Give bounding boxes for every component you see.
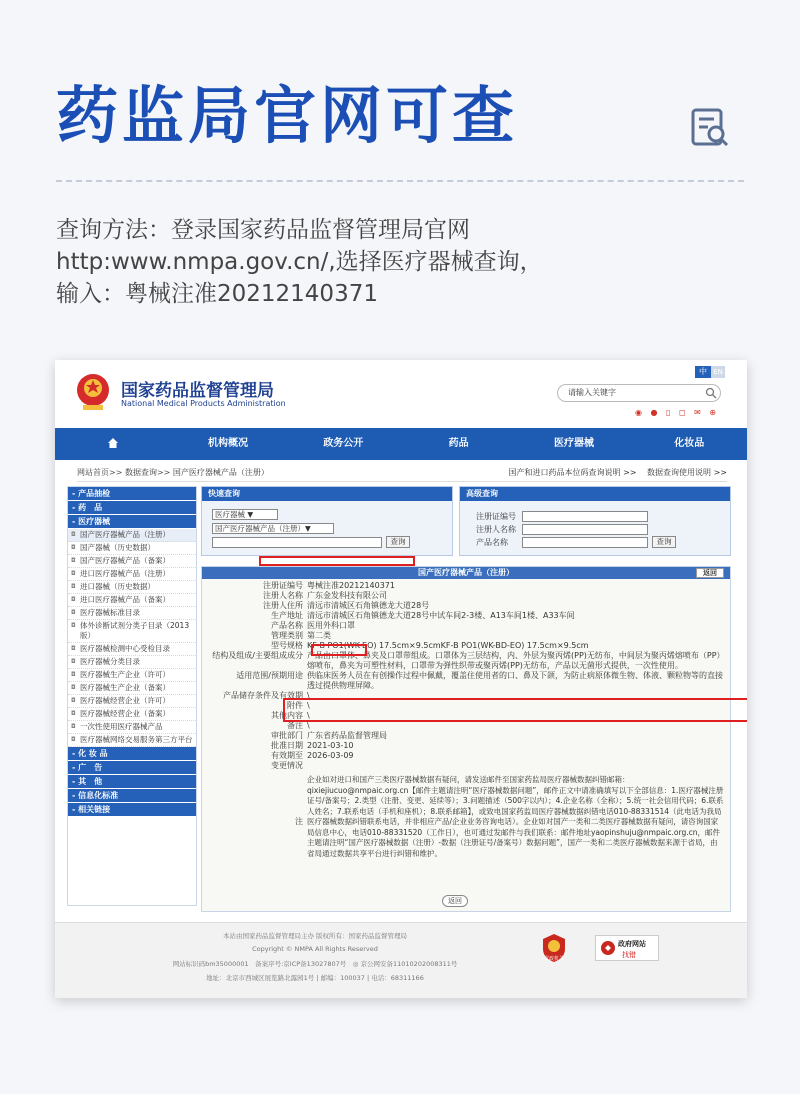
- row-key: 批准日期: [271, 741, 303, 750]
- table-row: [202, 621, 730, 631]
- back-button[interactable]: 返回: [696, 568, 724, 578]
- advanced-query-button[interactable]: 查询: [652, 536, 676, 548]
- footer-line: 本站由国家药品监督管理局主办 版权所有：国家药品监督管理局: [222, 932, 408, 940]
- sidebar-item[interactable]: ◘ 医疗器械网络交易服务第三方平台: [68, 734, 196, 747]
- table-row: [202, 671, 730, 691]
- sidebar-item[interactable]: ◘ 一次性使用医疗器械产品: [68, 721, 196, 734]
- sidebar-item[interactable]: ◘ 医疗器械经营企业（许可）: [68, 695, 196, 708]
- row-value: \: [307, 711, 310, 720]
- dashed-divider: [56, 180, 744, 182]
- breadcrumb: 网站首页>> 数据查询>> 国产医疗器械产品（注册） 国产和进口药品本位码查询说明 >> 数据查询使用说明 >>: [77, 464, 727, 482]
- row-key: 注册人名称: [263, 591, 303, 600]
- footer-line: 地址：北京市西城区展览路北露园1号 | 邮编：100037 | 电话：68311166: [206, 974, 424, 982]
- row-key: 附件: [287, 701, 303, 710]
- sidebar-item[interactable]: ◘ 国产器械（历史数据）: [68, 542, 196, 555]
- row-value: 清远市清城区石角镇德龙大道28号: [307, 601, 430, 610]
- row-value: 广东省药品监督管理局: [307, 731, 387, 740]
- table-row: [202, 601, 730, 611]
- database-select[interactable]: 国产医疗器械产品（注册）▼: [212, 523, 334, 534]
- main-nav: [55, 428, 747, 460]
- drug-code-help-link[interactable]: 国产和进口药品本位码查询说明 >>: [508, 468, 637, 477]
- category-select[interactable]: 医疗器械 ▼: [212, 509, 278, 520]
- sidebar-cat-cosmetics[interactable]: - 化 妆 品: [68, 747, 196, 760]
- sidebar-item[interactable]: ◘ 进口医疗器械产品（注册）: [68, 568, 196, 581]
- sidebar-cat-ads[interactable]: - 广 告: [68, 761, 196, 774]
- row-value: 广东金发科技有限公司: [307, 591, 387, 600]
- table-row: [202, 721, 730, 731]
- table-row: [202, 641, 730, 651]
- row-value: \: [307, 691, 310, 700]
- sidebar-item[interactable]: ◘ 医疗器械生产企业（许可）: [68, 669, 196, 682]
- registrant-input[interactable]: [522, 524, 648, 535]
- row-key: 注: [295, 817, 303, 826]
- row-key: 型号规格: [271, 641, 303, 650]
- national-emblem-icon: [75, 372, 111, 412]
- result-title-text: 国产医疗器械产品（注册）: [418, 568, 514, 577]
- sidebar-cat-drugs[interactable]: - 药 品: [68, 501, 196, 514]
- site-header: [55, 360, 747, 426]
- promo-header: [0, 0, 800, 340]
- row-value: 产品由口罩体、鼻夹及口罩带组成。口罩体为三层结构，内、外层为聚丙烯(PP)无纺布，中间层为聚丙烯熔喷布（PP）熔喷布，鼻夹为可塑性材料，口罩带为弹性织带或聚丙烯(PP)无纺布，产品以无菌形式提供，一次性使用。: [307, 651, 725, 670]
- table-row: [202, 741, 730, 751]
- query-help-link[interactable]: 数据查询使用说明 >>: [647, 468, 727, 477]
- sidebar-item[interactable]: ◘ 体外诊断试剂分类子目录（2013版）: [68, 620, 196, 643]
- gov-site-label: 政府网站: [618, 940, 646, 948]
- home-icon: [107, 437, 119, 449]
- quick-query-panel: [201, 486, 453, 556]
- footer-line: Copyright © NMPA All Rights Reserved: [252, 945, 378, 953]
- row-value: 2026-03-09: [307, 751, 354, 760]
- sidebar-cat-links[interactable]: - 相关链接: [68, 803, 196, 816]
- sidebar-item[interactable]: ◘ 医疗器械标准目录: [68, 607, 196, 620]
- table-row: [202, 761, 730, 771]
- registrant-label: 注册人名称: [476, 525, 516, 534]
- product-name-input[interactable]: [522, 537, 648, 548]
- nav-devices[interactable]: 医疗器械: [553, 438, 594, 449]
- sidebar-item[interactable]: ◘ 进口医疗器械产品（备案）: [68, 594, 196, 607]
- gov-website-error-report[interactable]: [595, 935, 659, 961]
- row-value: \: [307, 721, 310, 730]
- reg-no-label: 注册证编号: [476, 512, 516, 521]
- row-key: 生产地址: [271, 611, 303, 620]
- instruction-line: 查询方法：登录国家药品监督管理局官网: [56, 217, 470, 243]
- table-row: [202, 581, 730, 591]
- sidebar-item[interactable]: ◘ 进口器械（历史数据）: [68, 581, 196, 594]
- advanced-query-title: 高级查询: [460, 487, 730, 501]
- table-row: [202, 731, 730, 741]
- row-value: 供临床医务人员在有创操作过程中佩戴，覆盖住使用者的口、鼻及下颌，为防止病原体微生物、体液、颗粒物等的直接透过提供物理屏障。: [307, 671, 723, 690]
- sidebar-cat-other[interactable]: - 其 他: [68, 775, 196, 788]
- site-footer: [55, 922, 747, 998]
- table-row: [202, 611, 730, 621]
- row-key: 结构及组成/主要组成成分: [212, 651, 303, 660]
- row-key: 产品储存条件及有效期: [223, 691, 303, 700]
- row-key: 产品名称: [271, 621, 303, 630]
- sidebar-item[interactable]: ◘ 医疗器械检测中心受检目录: [68, 643, 196, 656]
- row-key: 注册证编号: [263, 581, 303, 590]
- row-value: 医用外科口罩: [307, 621, 355, 630]
- nav-about[interactable]: 机构概况: [207, 438, 248, 449]
- highlight-box: [259, 556, 415, 566]
- row-value: 第二类: [307, 631, 331, 640]
- nav-home[interactable]: [55, 428, 170, 460]
- row-key: 备注: [287, 721, 303, 730]
- main-content: [201, 486, 731, 916]
- instruction-line: http:www.nmpa.gov.cn/,选择医疗器械查询，: [56, 249, 543, 275]
- table-row: [202, 591, 730, 601]
- row-key: 适用范围/预期用途: [236, 671, 303, 680]
- table-row: [202, 631, 730, 641]
- row-value: 清远市清城区石角镇德龙大道28号中试车间2-3楼、A13车间1楼、A33车间: [307, 611, 575, 620]
- footer-line: 网站标识码bm35000001 备案序号:京ICP备13027807号 ◎ 京公网安备11010202008311号: [172, 960, 458, 968]
- site-name-en: National Medical Products Administration: [121, 399, 286, 408]
- notice-text: 企业如对进口和国产三类医疗器械数据有疑问，请发送邮件至国家药监局医疗器械数据纠错邮箱：qixiejiucuo@nmpaic.org.cn【邮件主题请注明“医疗器械数据问题”，邮件正文中请准确填写以下全部信息：1.医疗器械注册证号/备案号；2.类型（注册、变更、延续等）；3.问题描述（500字以内）；4.企业名称（全称）；5.统一社会信用代码；6.联系人姓名；7.联系电话（手机和座机）；8.联系邮箱】，或致电国家药监局医疗器械数据纠错电话010-88331514（此电话为我局医疗器械数据纠错联系电话，并非相应产品/企业业务咨询电话）。企业如对国产一类和二类医疗器械数据有疑问，请咨询国家局信息中心，电话010-88331520（工作日），也可通过发邮件与我们联系：邮件地址yaopinshuju@nmpaic.org.cn，邮件主题请注明“国产医疗器械数据（注册）-数据（注册证号/备案号）数据问题”，国产一类和二类医疗器械数据来源于省局，由省局通过数据共享平台进行纠错和维护。: [307, 775, 724, 858]
- row-value: \: [307, 701, 310, 710]
- result-table: [201, 566, 731, 912]
- reg-no-input[interactable]: [522, 511, 648, 522]
- search-icon[interactable]: [705, 387, 717, 399]
- table-row: [202, 651, 730, 671]
- return-button[interactable]: 返回: [442, 895, 468, 907]
- row-value: 粤械注准20212140371: [307, 581, 395, 590]
- find-error-label: 找错: [622, 951, 636, 959]
- row-value: KF-B PO1(WK-EO) 17.5cm×9.5cmKF-B PO1(WK-BD-EO) 17.5cm×9.5cm: [307, 641, 589, 650]
- hero-title: 药监局官网可查: [56, 79, 519, 152]
- breadcrumb-query[interactable]: 数据查询: [124, 468, 157, 477]
- result-title: [202, 567, 730, 579]
- row-key: 管理类别: [271, 631, 303, 640]
- nav-gov-affairs[interactable]: 政务公开: [323, 438, 364, 449]
- badge-label: 党政机关: [543, 956, 565, 962]
- sidebar-item[interactable]: ◘ 医疗器械分类目录: [68, 656, 196, 669]
- sidebar-item[interactable]: ◘ 医疗器械生产企业（备案）: [68, 682, 196, 695]
- highlight-box: [283, 698, 747, 722]
- lang-cn-button[interactable]: 中: [695, 366, 711, 378]
- sidebar-item[interactable]: ◘ 医疗器械经营企业（备案）: [68, 708, 196, 721]
- advanced-query-panel: [459, 486, 731, 556]
- sidebar-cat-devices[interactable]: - 医疗器械: [68, 515, 196, 528]
- sidebar-cat-it-standards[interactable]: - 信息化标准: [68, 789, 196, 802]
- table-row: [202, 775, 730, 859]
- instructions: [56, 214, 756, 310]
- gov-site-icon: [600, 940, 616, 956]
- document-search-icon: [688, 106, 732, 150]
- row-value: 2021-03-10: [307, 741, 354, 750]
- quick-query-button[interactable]: 查询: [386, 536, 410, 548]
- row-key: 注册人住所: [263, 601, 303, 610]
- social-icons[interactable]: ◉ ● ▯ ◻ ✉ ⊕: [635, 408, 720, 417]
- instruction-line: 输入：粤械注准20212140371: [56, 281, 378, 307]
- highlight-box: [311, 644, 367, 656]
- lang-en-button[interactable]: EN: [711, 366, 725, 378]
- website-screenshot: [55, 360, 747, 998]
- row-key: 其他内容: [271, 711, 303, 720]
- product-name-label: 产品名称: [476, 538, 508, 547]
- row-key: 有效期至: [271, 751, 303, 760]
- breadcrumb-home[interactable]: 网站首页: [77, 468, 109, 477]
- quick-query-input[interactable]: [212, 537, 382, 548]
- sidebar-cat-sampling[interactable]: - 产品抽检: [68, 487, 196, 500]
- quick-query-title: 快速查询: [202, 487, 452, 501]
- site-search-input[interactable]: 请输入关键字: [557, 384, 721, 402]
- sidebar-item[interactable]: ◘ 国产医疗器械产品（注册）: [68, 529, 196, 542]
- breadcrumb-current: 国产医疗器械产品（注册）: [172, 468, 269, 477]
- sidebar-item[interactable]: ◘ 国产医疗器械产品（备案）: [68, 555, 196, 568]
- table-row: [202, 751, 730, 761]
- nav-cosmetics[interactable]: 化妆品: [674, 438, 705, 449]
- row-key: 变更情况: [271, 761, 303, 770]
- site-name-cn[interactable]: 国家药品监督管理局: [121, 381, 274, 401]
- sidebar: [67, 486, 197, 906]
- party-gov-badge-icon[interactable]: [541, 933, 567, 963]
- row-key: 审批部门: [271, 731, 303, 740]
- nav-drugs[interactable]: 药品: [448, 438, 469, 449]
